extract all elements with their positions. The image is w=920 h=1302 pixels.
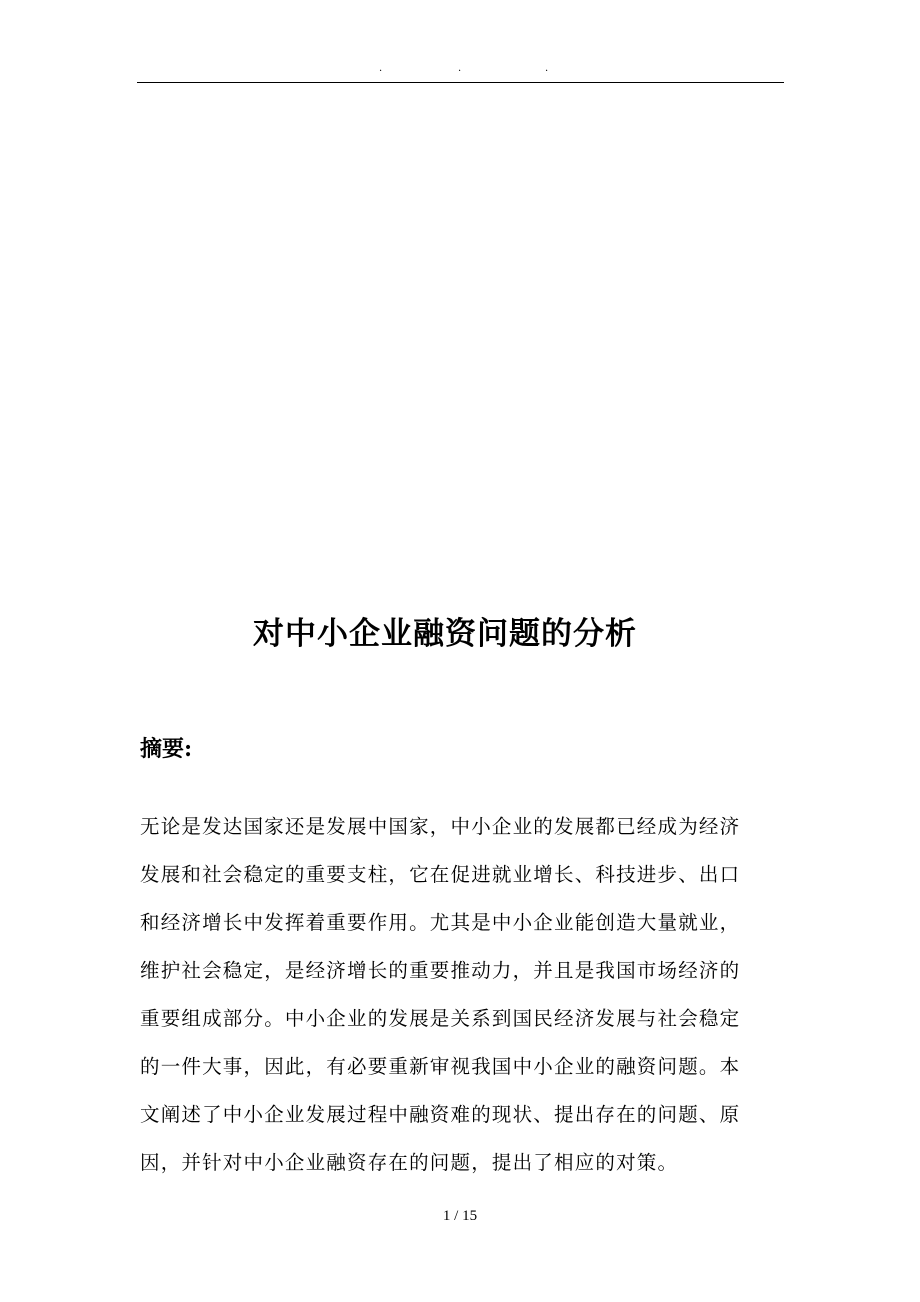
abstract-line: 发展和社会稳定的重要支柱，它在促进就业增长、科技进步、出口 (140, 863, 741, 886)
abstract-line: 维护社会稳定，是经济增长的重要推动力，并且是我国市场经济的 (140, 959, 741, 982)
abstract-line: 的一件大事，因此，有必要重新审视我国中小企业的融资问题。本 (140, 1055, 741, 1078)
abstract-heading: 摘要: (140, 736, 193, 762)
header-rule (137, 82, 784, 83)
document-title: 对中小企业融资问题的分析 (253, 616, 637, 652)
abstract-line: 和经济增长中发挥着重要作用。尤其是中小企业能创造大量就业， (140, 911, 741, 934)
abstract-line: 文阐述了中小企业发展过程中融资难的现状、提出存在的问题、原 (140, 1103, 741, 1126)
abstract-line: 因，并针对中小企业融资存在的问题，提出了相应的对策。 (140, 1151, 679, 1174)
abstract-body (140, 803, 776, 1187)
abstract-line: 无论是发达国家还是发展中国家，中小企业的发展都已经成为经济 (140, 815, 741, 838)
header-dot: . (458, 63, 462, 74)
page-header-dots (0, 62, 920, 76)
page-number: 1 / 15 (442, 1208, 478, 1224)
header-dot: . (545, 63, 549, 74)
header-dot: . (379, 63, 383, 74)
abstract-line: 重要组成部分。中小企业的发展是关系到国民经济发展与社会稳定 (140, 1007, 741, 1030)
